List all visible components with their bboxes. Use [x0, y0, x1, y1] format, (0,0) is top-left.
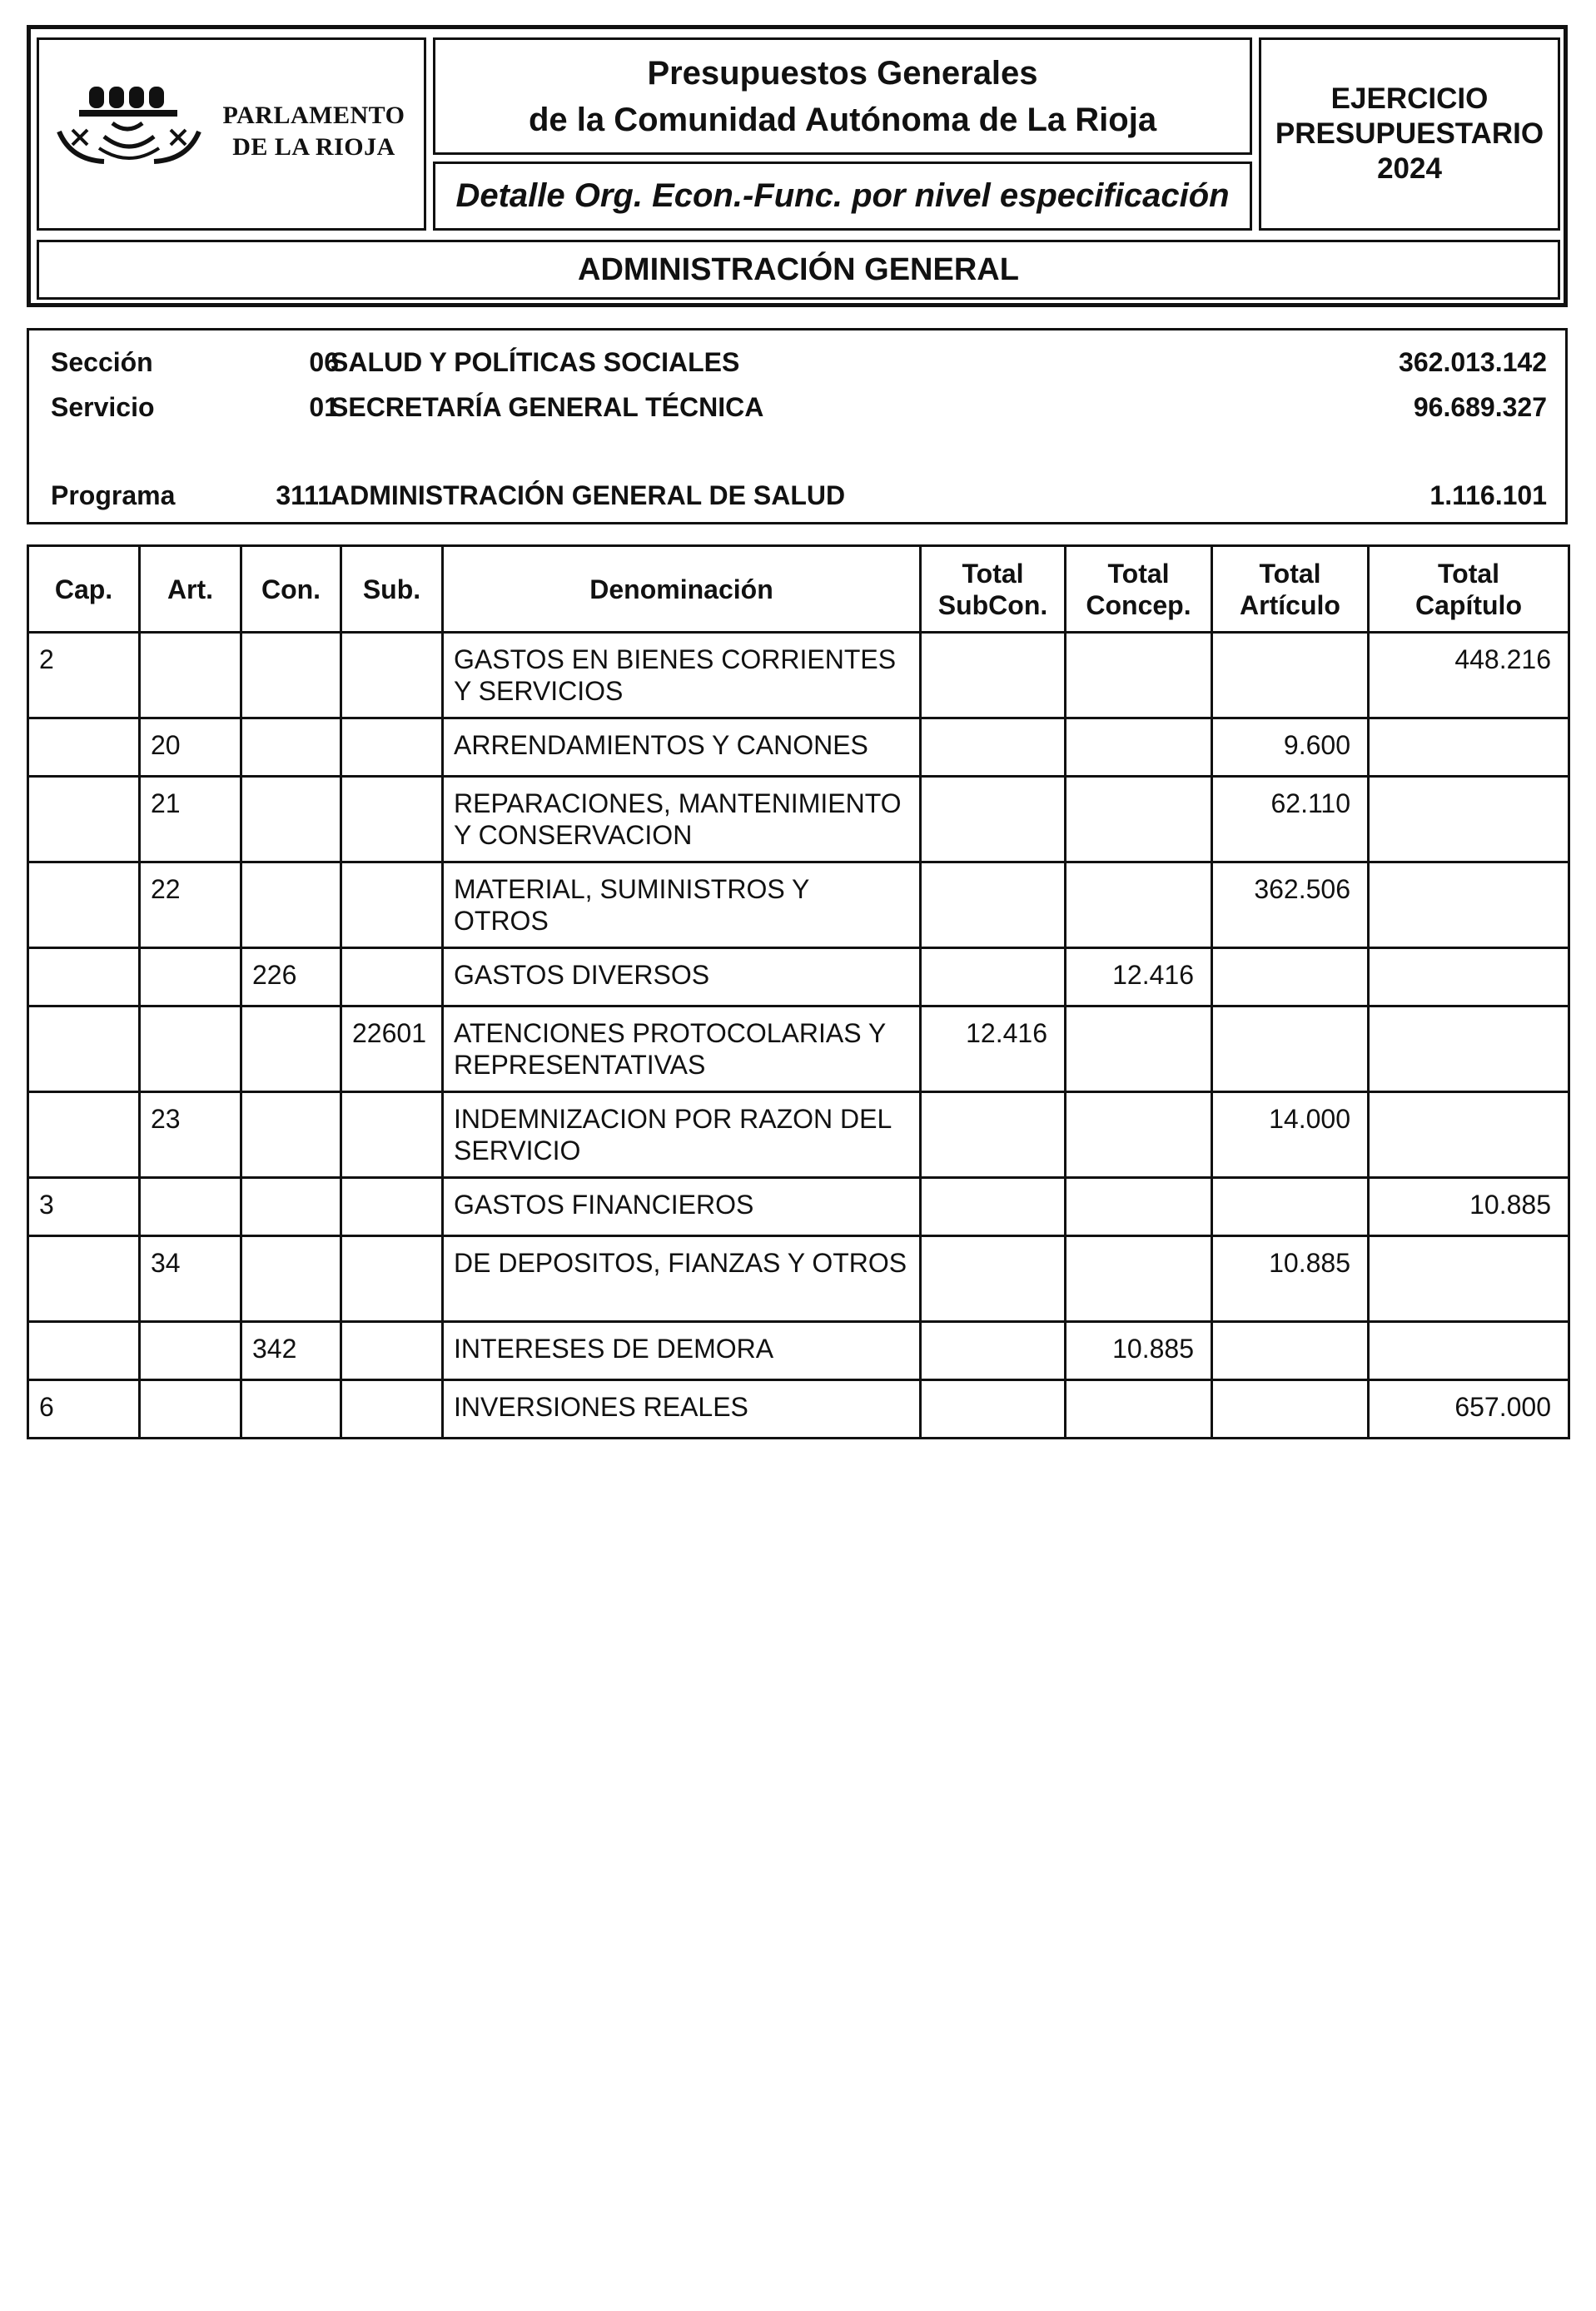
- cell-cap: [28, 777, 140, 862]
- logo-text-line1: PARLAMENTO: [222, 102, 405, 129]
- cell-sub: [341, 862, 443, 948]
- servicio-row: [29, 392, 1565, 425]
- programa-label: Programa: [51, 480, 176, 510]
- cell-total-articulo: 362.506: [1212, 862, 1369, 948]
- cell-cap: [28, 1006, 140, 1092]
- cell-art: [140, 633, 241, 718]
- cell-con: [241, 1236, 341, 1322]
- table-row: [28, 948, 1569, 1006]
- col-header-total-articulo-line2: Artículo: [1240, 589, 1340, 620]
- table-header-row: [28, 546, 1569, 633]
- budget-table: [27, 544, 1570, 1439]
- cell-cap: 6: [28, 1380, 140, 1439]
- col-header-art: Art.: [140, 546, 241, 633]
- table-row: [28, 718, 1569, 777]
- cell-total-articulo: [1212, 1380, 1369, 1439]
- cell-cap: [28, 718, 140, 777]
- cell-total-capitulo: [1369, 1236, 1569, 1322]
- col-header-total-concep-line1: Total: [1107, 558, 1170, 589]
- cell-denominacion: INTERESES DE DEMORA: [443, 1322, 921, 1380]
- cell-art: [140, 1322, 241, 1380]
- table-row: [28, 1236, 1569, 1322]
- cell-total-subcon: [921, 1178, 1066, 1236]
- table-row: [28, 862, 1569, 948]
- cell-total-concep: [1066, 633, 1212, 718]
- cell-denominacion: INVERSIONES REALES: [443, 1380, 921, 1439]
- cell-con: [241, 862, 341, 948]
- cell-con: [241, 777, 341, 862]
- cell-total-articulo: 10.885: [1212, 1236, 1369, 1322]
- col-header-total-subcon-line1: Total: [962, 558, 1024, 589]
- cell-total-concep: [1066, 1236, 1212, 1322]
- cell-total-subcon: [921, 718, 1066, 777]
- cell-total-articulo: [1212, 1006, 1369, 1092]
- table-row: [28, 777, 1569, 862]
- cell-cap: [28, 948, 140, 1006]
- cell-total-capitulo: [1369, 948, 1569, 1006]
- servicio-code: 01: [309, 392, 339, 422]
- cell-cap: [28, 1236, 140, 1322]
- cell-sub: [341, 1322, 443, 1380]
- cell-total-concep: [1066, 1006, 1212, 1092]
- cell-art: [140, 1380, 241, 1439]
- seccion-amount: 362.013.142: [1399, 347, 1547, 377]
- document-title: [433, 37, 1252, 155]
- logo-panel: [37, 37, 426, 231]
- cell-total-articulo: [1212, 633, 1369, 718]
- cell-denominacion: GASTOS DIVERSOS: [443, 948, 921, 1006]
- col-header-cap: Cap.: [28, 546, 140, 633]
- cell-art: 34: [140, 1236, 241, 1322]
- cell-con: [241, 633, 341, 718]
- col-header-con: Con.: [241, 546, 341, 633]
- cell-sub: [341, 633, 443, 718]
- cell-total-subcon: 12.416: [921, 1006, 1066, 1092]
- parlamento-logo-icon: [54, 75, 204, 175]
- cell-cap: 3: [28, 1178, 140, 1236]
- cell-art: [140, 1178, 241, 1236]
- cell-total-subcon: [921, 862, 1066, 948]
- cell-total-articulo: 14.000: [1212, 1092, 1369, 1178]
- cell-total-subcon: [921, 1236, 1066, 1322]
- programa-amount: 1.116.101: [1429, 480, 1547, 510]
- cell-total-capitulo: 657.000: [1369, 1380, 1569, 1439]
- cell-denominacion: MATERIAL, SUMINISTROS Y OTROS: [443, 862, 921, 948]
- cell-total-capitulo: [1369, 1322, 1569, 1380]
- cell-sub: [341, 948, 443, 1006]
- cell-total-subcon: [921, 1380, 1066, 1439]
- cell-denominacion: ARRENDAMIENTOS Y CANONES: [443, 718, 921, 777]
- cell-total-concep: 12.416: [1066, 948, 1212, 1006]
- programa-name: ADMINISTRACIÓN GENERAL DE SALUD: [331, 480, 846, 510]
- cell-total-articulo: [1212, 1178, 1369, 1236]
- ejercicio-panel: [1259, 37, 1560, 231]
- col-header-denominacion: Denominación: [443, 546, 921, 633]
- title-line2: de la Comunidad Autónoma de La Rioja: [528, 101, 1157, 138]
- cell-total-capitulo: 448.216: [1369, 633, 1569, 718]
- seccion-code: 06: [309, 347, 339, 377]
- servicio-label: Servicio: [51, 392, 155, 422]
- col-header-total-capitulo: [1369, 546, 1569, 633]
- ejercicio-line2: PRESUPUESTARIO: [1275, 117, 1544, 150]
- table-row: [28, 1178, 1569, 1236]
- title-line1: Presupuestos Generales: [647, 54, 1038, 92]
- cell-sub: [341, 777, 443, 862]
- cell-con: 342: [241, 1322, 341, 1380]
- cell-cap: [28, 1092, 140, 1178]
- col-header-sub: Sub.: [341, 546, 443, 633]
- seccion-label: Sección: [51, 347, 153, 377]
- section-banner: ADMINISTRACIÓN GENERAL: [37, 240, 1560, 300]
- cell-total-articulo: 62.110: [1212, 777, 1369, 862]
- cell-total-subcon: [921, 948, 1066, 1006]
- cell-denominacion: ATENCIONES PROTOCOLARIAS Y REPRESENTATIVAS: [443, 1006, 921, 1092]
- cell-total-concep: 10.885: [1066, 1322, 1212, 1380]
- cell-art: 20: [140, 718, 241, 777]
- cell-total-capitulo: [1369, 1006, 1569, 1092]
- cell-cap: [28, 1322, 140, 1380]
- cell-total-capitulo: [1369, 777, 1569, 862]
- cell-total-subcon: [921, 1322, 1066, 1380]
- cell-sub: [341, 1380, 443, 1439]
- col-header-total-articulo-line1: Total: [1259, 558, 1321, 589]
- cell-art: 21: [140, 777, 241, 862]
- servicio-name: SECRETARÍA GENERAL TÉCNICA: [331, 392, 764, 422]
- table-row: [28, 1006, 1569, 1092]
- programa-row: [29, 480, 1565, 514]
- col-header-total-capitulo-line2: Capítulo: [1415, 589, 1522, 620]
- col-header-total-articulo: [1212, 546, 1369, 633]
- cell-total-concep: [1066, 718, 1212, 777]
- cell-con: [241, 1380, 341, 1439]
- cell-total-concep: [1066, 777, 1212, 862]
- budget-info-panel: [27, 328, 1568, 524]
- cell-total-capitulo: [1369, 1092, 1569, 1178]
- cell-total-capitulo: 10.885: [1369, 1178, 1569, 1236]
- cell-total-concep: [1066, 1380, 1212, 1439]
- seccion-row: [29, 347, 1565, 380]
- cell-total-concep: [1066, 1178, 1212, 1236]
- col-header-total-subcon: [921, 546, 1066, 633]
- cell-denominacion: DE DEPOSITOS, FIANZAS Y OTROS: [443, 1236, 921, 1322]
- cell-total-capitulo: [1369, 718, 1569, 777]
- col-header-total-subcon-line2: SubCon.: [937, 589, 1048, 620]
- cell-sub: [341, 1236, 443, 1322]
- programa-code: 3111: [276, 480, 332, 510]
- cell-total-capitulo: [1369, 862, 1569, 948]
- cell-art: [140, 948, 241, 1006]
- cell-sub: 22601: [341, 1006, 443, 1092]
- col-header-total-concep: [1066, 546, 1212, 633]
- cell-cap: [28, 862, 140, 948]
- table-row: [28, 1092, 1569, 1178]
- ejercicio-line1: EJERCICIO: [1330, 82, 1489, 115]
- cell-denominacion: GASTOS FINANCIEROS: [443, 1178, 921, 1236]
- cell-total-concep: [1066, 1092, 1212, 1178]
- logo-wordmark: [214, 100, 414, 163]
- cell-art: [140, 1006, 241, 1092]
- col-header-total-capitulo-line1: Total: [1437, 558, 1500, 589]
- document-subtitle: Detalle Org. Econ.-Func. por nivel especificación: [433, 162, 1252, 231]
- cell-sub: [341, 1092, 443, 1178]
- cell-cap: 2: [28, 633, 140, 718]
- seccion-name: SALUD Y POLÍTICAS SOCIALES: [331, 347, 740, 377]
- cell-con: [241, 1006, 341, 1092]
- cell-total-articulo: [1212, 948, 1369, 1006]
- cell-denominacion: INDEMNIZACION POR RAZON DEL SERVICIO: [443, 1092, 921, 1178]
- cell-art: 22: [140, 862, 241, 948]
- logo-text-line2: DE LA RIOJA: [232, 133, 395, 161]
- cell-total-subcon: [921, 1092, 1066, 1178]
- cell-total-concep: [1066, 862, 1212, 948]
- table-row: [28, 633, 1569, 718]
- cell-total-articulo: 9.600: [1212, 718, 1369, 777]
- cell-sub: [341, 1178, 443, 1236]
- cell-art: 23: [140, 1092, 241, 1178]
- cell-con: [241, 1092, 341, 1178]
- cell-con: 226: [241, 948, 341, 1006]
- col-header-total-concep-line2: Concep.: [1086, 589, 1191, 620]
- cell-denominacion: GASTOS EN BIENES CORRIENTES Y SERVICIOS: [443, 633, 921, 718]
- table-row: [28, 1380, 1569, 1439]
- cell-total-subcon: [921, 633, 1066, 718]
- cell-total-articulo: [1212, 1322, 1369, 1380]
- cell-total-subcon: [921, 777, 1066, 862]
- cell-con: [241, 718, 341, 777]
- cell-denominacion: REPARACIONES, MANTENIMIENTO Y CONSERVACION: [443, 777, 921, 862]
- table-row: [28, 1322, 1569, 1380]
- cell-con: [241, 1178, 341, 1236]
- ejercicio-year: 2024: [1377, 152, 1442, 185]
- servicio-amount: 96.689.327: [1413, 392, 1547, 422]
- cell-sub: [341, 718, 443, 777]
